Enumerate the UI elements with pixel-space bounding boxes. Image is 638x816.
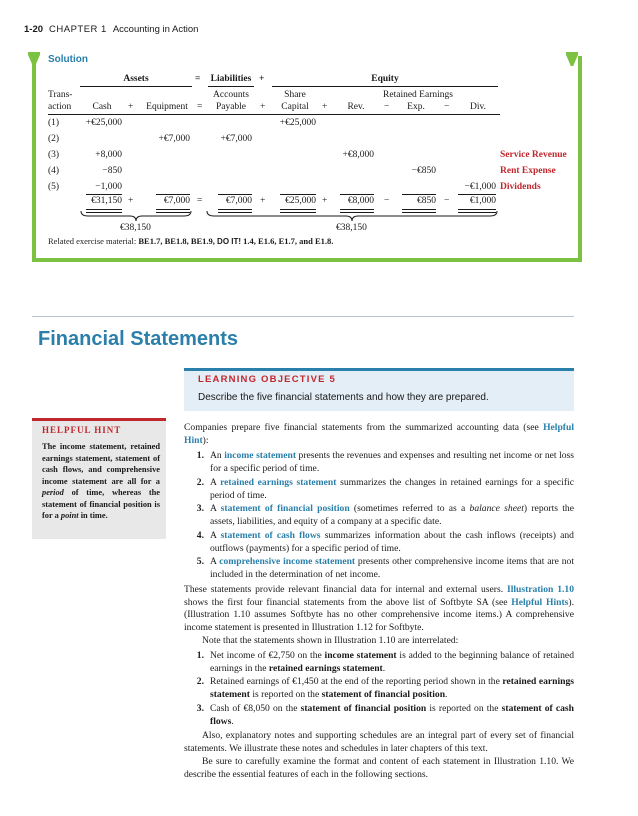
- cell-equip: +€7,000: [158, 134, 190, 144]
- grand-total-liabilities-equity: €38,150: [336, 223, 367, 233]
- total-revenue: €8,000: [347, 196, 374, 206]
- col-share-2: Capital: [281, 102, 309, 112]
- total-plus-2: +: [260, 196, 266, 206]
- col-accounts-2: Payable: [215, 102, 247, 112]
- running-header: [24, 24, 198, 35]
- term-retained-earnings-statement[interactable]: retained earnings statement: [220, 477, 337, 488]
- paragraph-examine: Be sure to carefully examine the format and content of each statement in Illustration 1.10. We describe the essential features of each in the following sections.: [184, 756, 574, 780]
- term-statement-of-cash-flows[interactable]: statement of cash flows: [220, 530, 321, 541]
- total-minus-2: −: [444, 196, 450, 206]
- total-plus-1: +: [128, 196, 134, 206]
- header-equity: Equity: [371, 74, 399, 84]
- row-account-label: Dividends: [500, 182, 541, 192]
- learning-objective-text: Describe the five financial statements and how they are prepared.: [198, 392, 489, 403]
- rule-sum: [218, 194, 252, 195]
- cell-tx: (4): [48, 166, 60, 176]
- cell-exp: −€850: [411, 166, 436, 176]
- total-share-capital: €25,000: [285, 196, 316, 206]
- rule-sum: [340, 194, 374, 195]
- cell-tx: (3): [48, 150, 60, 160]
- rule-sum: [402, 194, 436, 195]
- col-expense: Exp.: [407, 102, 425, 112]
- section-rule: [32, 316, 574, 317]
- statement-item: 4. A statement of cash flows summarizes information about the cash inflows (receipts) and outflows (payments) for a specific period of time.: [196, 530, 574, 554]
- rule-sum: [280, 194, 316, 195]
- col-share-1: Share: [284, 90, 306, 100]
- illustration-link[interactable]: Illustration 1.10: [506, 584, 574, 595]
- total-expense: €850: [417, 196, 436, 206]
- header-equals: =: [195, 74, 201, 84]
- statement-item: 5. A comprehensive income statement presents other comprehensive income items that are not included in the determination of net income.: [196, 556, 574, 580]
- cell-cash: +€25,000: [85, 118, 122, 128]
- cell-div: −€1,000: [464, 182, 496, 192]
- total-dividends: €1,000: [469, 196, 496, 206]
- interrelation-item: 1. Net income of €2,750 on the income statement is added to the beginning balance of retained earnings in the retained earnings statement.: [196, 650, 574, 674]
- do-it-label: DO IT!: [217, 237, 242, 246]
- page-number: 1-20: [24, 24, 44, 35]
- col-equipment: Equipment: [146, 102, 188, 112]
- col-plus-3: +: [322, 102, 328, 112]
- col-minus-1: −: [384, 102, 390, 112]
- col-plus-2: +: [260, 102, 266, 112]
- learning-objective-label: LEARNING OBJECTIVE 5: [198, 374, 337, 385]
- cell-cash: +8,000: [95, 150, 122, 160]
- term-statement-of-financial-position[interactable]: statement of financial position: [220, 503, 350, 514]
- cell-cash: −1,000: [95, 182, 122, 192]
- rule-sum: [86, 194, 122, 195]
- col-dividends: Div.: [469, 102, 486, 112]
- col-revenue: Rev.: [347, 102, 365, 112]
- cell-tx: (5): [48, 182, 60, 192]
- rule-sum: [458, 194, 496, 195]
- row-account-label: Rent Expense: [500, 166, 556, 176]
- chapter-label: CHAPTER 1: [49, 24, 107, 35]
- rule-liabilities: [208, 86, 254, 87]
- section-title: Financial Statements: [38, 328, 239, 350]
- col-transaction-1: Trans-: [48, 90, 73, 100]
- rule-assets: [80, 86, 192, 87]
- col-minus-2: −: [444, 102, 450, 112]
- col-cash: Cash: [92, 102, 112, 112]
- term-income-statement[interactable]: income statement: [224, 450, 297, 461]
- cell-rev: +€8,000: [342, 150, 374, 160]
- rule-equity: [272, 86, 498, 87]
- total-cash: €31,150: [91, 196, 122, 206]
- interrelation-item: 3. Cash of €8,050 on the statement of financial position is reported on the statement of cash flows.: [196, 703, 575, 727]
- helpful-hint-text: The income statement, retained earnings statement, statement of cash flows, and comprehensive income statement are all for a period of time, whereas the statement of financial position is for a point in time.: [42, 442, 160, 520]
- assets-brace: [80, 210, 192, 222]
- chapter-title: Accounting in Action: [112, 24, 199, 35]
- intro-paragraph: Companies prepare five financial statements from the summarized accounting data (see Helpful Hint):: [184, 422, 574, 446]
- statement-item: 3. A statement of financial position (sometimes referred to as a balance sheet) reports the assets, liabilities, and equity of a company at a specific date.: [196, 503, 574, 527]
- paragraph-notes: Also, explanatory notes and supporting schedules are an integral part of every set of financial statements. We illustrate these notes and schedules in later chapters of this text.: [184, 730, 574, 754]
- rule-sum: [156, 194, 190, 195]
- header-liabilities: Liabilities: [210, 74, 252, 84]
- col-transaction-2: action: [48, 102, 72, 112]
- header-plus: +: [259, 74, 265, 84]
- col-equals: =: [197, 102, 203, 112]
- related-exercises: Related exercise material: BE1.7, BE1.8, BE1.9, DO IT! 1.4, E1.6, E1.7, and E1.8.: [48, 236, 334, 246]
- header-assets: Assets: [123, 74, 149, 84]
- cell-tx: (2): [48, 134, 60, 144]
- statement-item: 1. An income statement presents the revenues and expenses and resulting net income or net loss for a specific period of time.: [196, 450, 574, 474]
- total-equals: =: [197, 196, 203, 206]
- cell-cash: −850: [102, 166, 122, 176]
- total-accounts-payable: €7,000: [225, 196, 252, 206]
- paragraph-interrelated: Note that the statements shown in Illustration 1.10 are interrelated:: [202, 635, 459, 646]
- grand-total-assets: €38,150: [120, 223, 151, 233]
- paragraph-users: These statements provide relevant financial data for internal and external users. Illustration 1.10 shows the first four financial statements from the above list of Softbyte SA (see Helpful Hints). (Illustration 1.10 assumes Softbyte has no other comprehensive income items.) A comprehensive income statement is presented in Illustration 1.12 for Softbyte.: [184, 584, 574, 633]
- col-retained-earnings: Retained Earnings: [383, 90, 453, 100]
- cell-ap: +€7,000: [220, 134, 252, 144]
- helpful-hint-link[interactable]: Helpful Hint: [184, 422, 574, 446]
- helpful-hints-link[interactable]: Helpful Hints: [511, 596, 569, 608]
- cell-tx: (1): [48, 118, 60, 128]
- helpful-hint-heading: HELPFUL HINT: [42, 425, 122, 435]
- solution-label: Solution: [48, 54, 88, 65]
- total-minus-1: −: [384, 196, 390, 206]
- header-bottom-rule: [48, 114, 500, 115]
- cell-sc: +€25,000: [279, 118, 316, 128]
- col-accounts-1: Accounts: [213, 90, 249, 100]
- statement-item: 2. A retained earnings statement summarizes the changes in retained earnings for a specific period of time.: [196, 477, 574, 501]
- row-account-label: Service Revenue: [500, 150, 567, 160]
- total-plus-3: +: [322, 196, 328, 206]
- interrelation-item: 2. Retained earnings of €1,450 at the end of the reporting period shown in the retained earnings statement is reported on the statement of financial position.: [196, 676, 575, 700]
- total-equipment: €7,000: [163, 196, 190, 206]
- liabilities-equity-brace: [206, 210, 498, 222]
- col-plus-1: +: [128, 102, 134, 112]
- term-comprehensive-income-statement[interactable]: comprehensive income statement: [219, 556, 356, 567]
